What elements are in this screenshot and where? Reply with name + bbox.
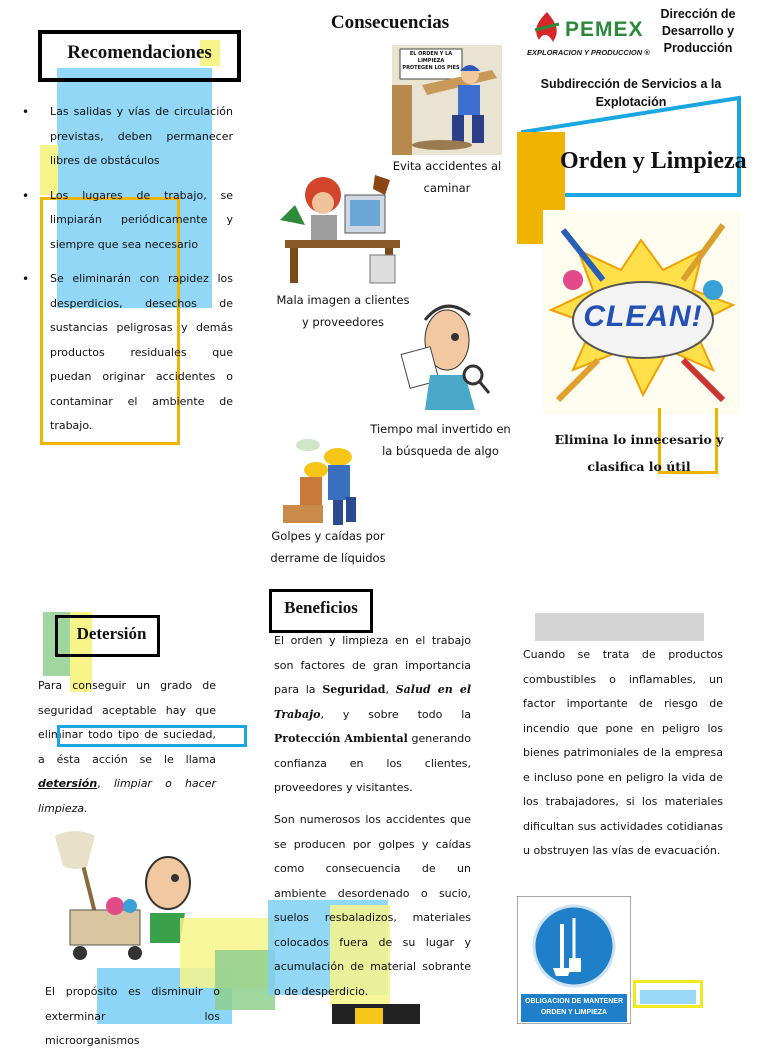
pemex-subbrand: EXPLORACION Y PRODUCCION ®: [527, 48, 650, 57]
searching-man-illustration: [385, 295, 495, 415]
bullet-icon: •: [22, 105, 30, 119]
salud-term: Salud en el Trabajo: [274, 683, 471, 721]
seguridad-term: Seguridad: [322, 683, 386, 696]
obligation-sign: [517, 896, 631, 1024]
org-name: Dirección de Desarrollo y Producción: [660, 7, 736, 55]
proteccion-term: Protección Ambiental: [274, 732, 408, 745]
pemex-brand: PEMEX: [565, 18, 644, 41]
incendio-paragraph: Cuando se trata de productos combustibles o inflamables, un factor importante de riesgo de incendio que pone en peligro los bienes patrimoniales de la empresa e incluso pone en peligro la vida de los trabajadores, si los materiales dificultan sus actividades cotidianas u obstruyen las vías de evacuación.: [523, 648, 723, 857]
messy-desk-illustration: [275, 165, 410, 285]
grey-heading-bar: [535, 613, 704, 641]
sign-text: EL ORDEN Y LA LIMPIEZA PROTEGEN LOS PIES: [402, 51, 460, 71]
bullet-icon: •: [22, 188, 30, 203]
clean-text: CLEAN!: [583, 300, 703, 333]
caption-evita-accidentes: Evita accidentes al caminar: [392, 159, 502, 195]
pemex-logo: [527, 10, 650, 60]
feet-protection-illustration: [392, 45, 502, 155]
main-title: Orden y Limpieza: [560, 148, 747, 174]
caption-tiempo-mal-invertido: Tiempo mal invertido en la búsqueda de algo: [370, 422, 511, 458]
list-item: • Los lugares de trabajo, se limpiarán periódicamente y siempre que sea necesario: [50, 184, 233, 258]
beneficios-paragraph-2: Son numerosos los accidentes que se producen por golpes y caídas como consecuencia de un ambiente desordenado o sucio, suelos resbaladizos, materiales colocados fuera de su lugar y acumulación de material sobrante o de desperdicio.: [274, 813, 471, 998]
clean-explosion-illustration: [543, 210, 740, 415]
bullet-icon: •: [22, 272, 30, 286]
detersion-purpose: El propósito es disminuir o exterminar los microorganismos: [45, 985, 220, 1047]
cyan-highlight-frame: [57, 725, 247, 747]
falling-workers-illustration: [278, 435, 378, 530]
highlight-green-bottom: [215, 950, 275, 1010]
list-item: • Las salidas y vías de circulación previstas, deben permanecer libres de obstáculos: [50, 100, 233, 174]
list-item: • Se eliminarán con rapidez los desperdicios, desechos de sustancias peligrosas y demás productos residuales que puedan originar accidentes o contaminar el ambiente de trabajo.: [50, 267, 233, 439]
beneficios-paragraph-1: El orden y limpieza en el trabajo son factores de gran importancia para la Seguridad, Salud en el Trabajo, y sobre todo la Protección Ambiental generando confianza en los clientes, proveedores y visitantes.: [274, 634, 471, 794]
obligation-sign-text: OBLIGACION DE MANTENER ORDEN Y LIMPIEZA: [525, 998, 623, 1016]
detersion-term: detersión: [38, 777, 98, 790]
highlight-blue-corner: [640, 990, 696, 1004]
caption-mala-imagen: Mala imagen a clientes y proveedores: [276, 293, 410, 329]
subdireccion: Subdirección de Servicios a la Explotación: [540, 77, 722, 109]
consecuencias-heading: Consecuencias: [330, 12, 450, 33]
bottom-image-fragment-2: [355, 1008, 383, 1024]
detersion-heading: Detersión: [76, 624, 147, 643]
detersion-paragraph: Para conseguir un grado de seguridad aceptable hay que eliminar todo tipo de suciedad, a ésta acción se le llama detersión, limpiar o hacer limpieza.: [38, 679, 217, 815]
recomendaciones-list: [22, 100, 233, 439]
tagline: Elimina lo innecesario y clasifica lo útil: [554, 432, 724, 474]
recomendaciones-heading: Recomendaciones: [67, 42, 212, 63]
caption-golpes-caidas: Golpes y caídas por derrame de líquidos: [270, 529, 386, 565]
beneficios-heading: Beneficios: [284, 598, 358, 617]
